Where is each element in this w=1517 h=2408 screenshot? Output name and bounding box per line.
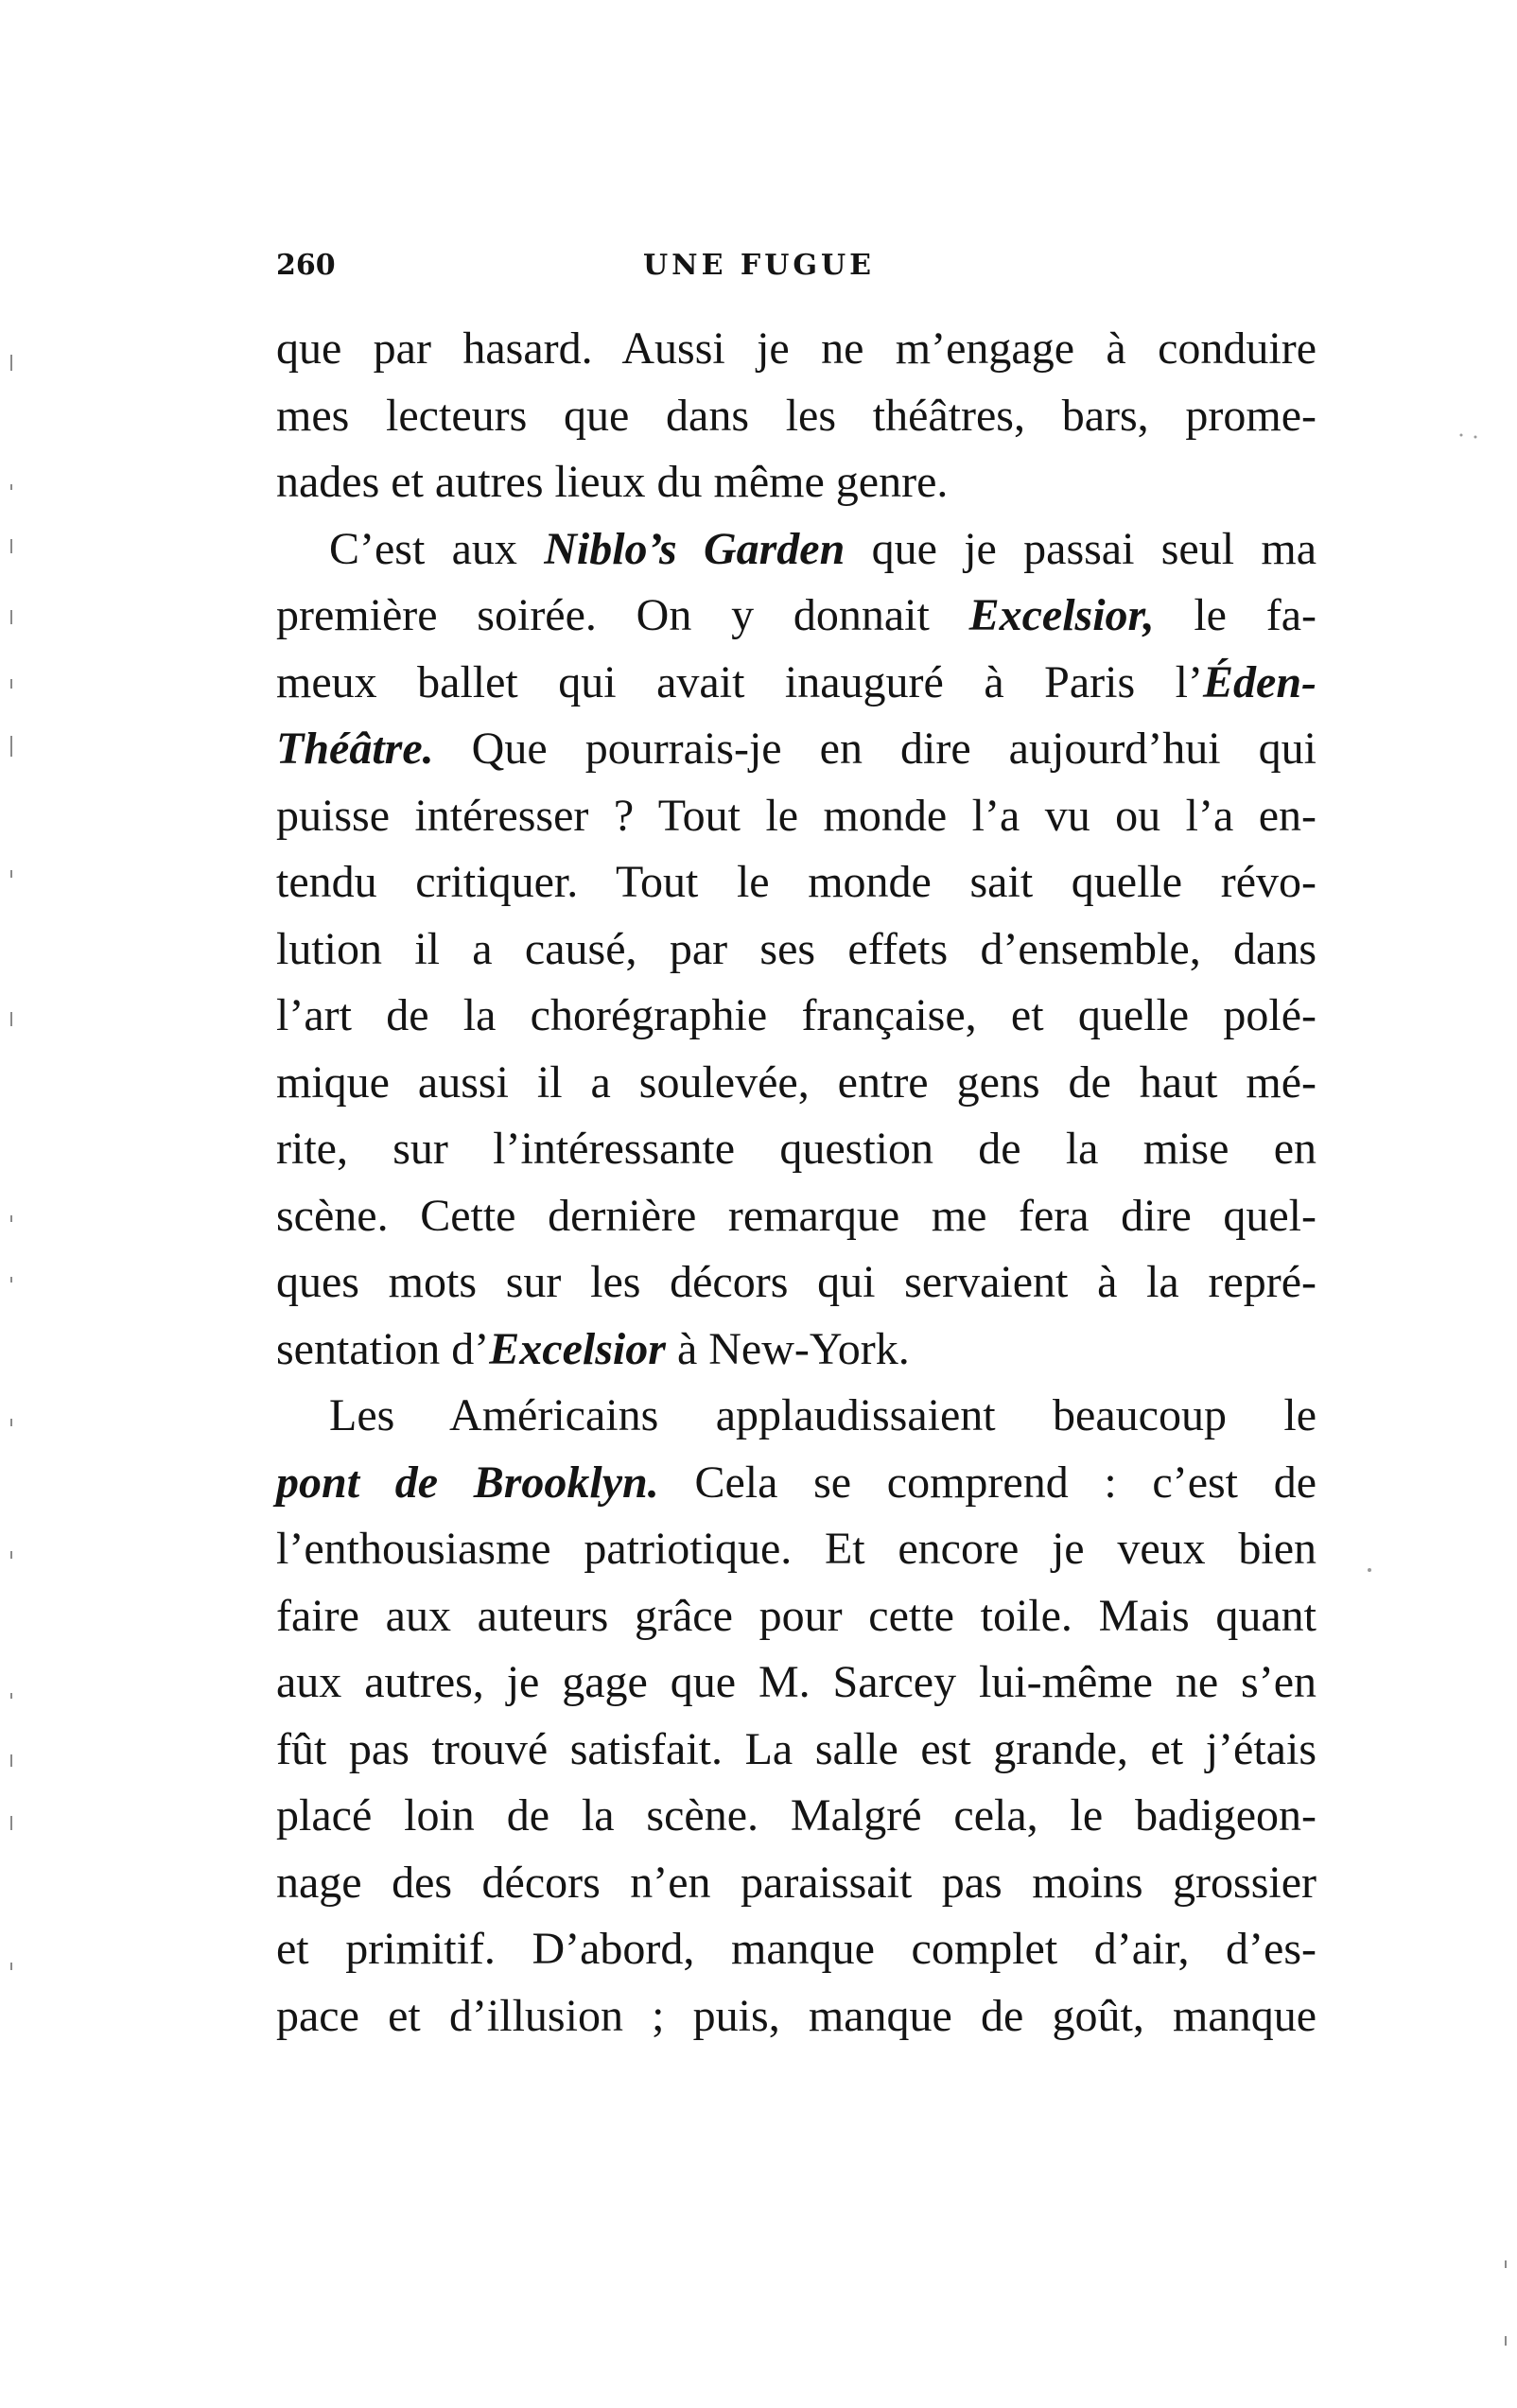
text-run: le fa- [1154,590,1316,640]
text-line: puisse intéresser ? Tout le monde l’a vu ou l’a en- [276,790,1316,841]
text-run: Cela se comprend : c’est de [658,1457,1316,1508]
body-text [276,316,1316,2050]
text-line: tendu critiquer. Tout le monde sait quelle révo- [276,857,1316,907]
text-line: scène. Cette dernière remarque me fera dire quel- [276,1190,1316,1241]
text-line [276,650,1316,717]
text-line: aux autres, je gage que M. Sarcey lui-même ne s’en [276,1657,1316,1707]
page-number: 260 [276,249,336,282]
text-line: placé loin de la scène. Malgré cela, le badigeon- [276,1790,1316,1841]
italic-run: Niblo’s Garden [544,523,846,574]
text-line: Les Américains applaudissaient beaucoup le [329,1390,1316,1440]
italic-run: pont de Brooklyn. [276,1457,659,1508]
text-line [276,1317,1316,1384]
text-line: faire aux auteurs grâce pour cette toile. Mais quant [276,1590,1316,1641]
text-run: que je passai seul ma [845,523,1316,574]
text-run: Que pourrais-je en dire aujourd’hui qui [433,724,1316,774]
text-line [276,716,1316,783]
text-line: pace et d’illusion ; puis, manque de goût, manque [276,1990,1316,2041]
text-run: meux ballet qui avait inauguré à Paris l’ [276,656,1203,707]
page-header [276,242,1316,289]
text-line: l’art de la chorégraphie française, et quelle polé- [276,990,1316,1040]
text-run: C’est aux [329,523,545,574]
text-line: fût pas trouvé satisfait. La salle est grande, et j’étais [276,1723,1316,1774]
text-line [276,516,1316,584]
text-line: ques mots sur les décors qui servaient à la repré- [276,1257,1316,1307]
text-run: à New-York. [665,1323,910,1374]
text-line: et primitif. D’abord, manque complet d’air, d’es- [276,1924,1316,1974]
text-line: nades et autres lieux du même genre. [276,457,949,507]
text-run: sentation d’ [276,1323,490,1374]
italic-run: Théâtre. [276,724,434,774]
text-line [276,583,1316,650]
text-line: mique aussi il a soulevée, entre gens de haut mé- [276,1056,1316,1108]
text-run: première soirée. On y donnait [276,590,969,640]
text-line: mes lecteurs que dans les théâtres, bars, prome- [276,390,1316,441]
italic-run: Excelsior [489,1323,666,1374]
italic-run: Éden- [1203,656,1316,707]
text-line: lution il a causé, par ses effets d’ensemble, dans [276,923,1316,974]
text-line: rite, sur l’intéressante question de la mise en [276,1124,1316,1174]
running-title: UNE FUGUE [643,249,876,282]
text-line: que par hasard. Aussi je ne m’engage à conduire [276,323,1316,374]
italic-run: Excelsior, [968,590,1155,640]
text-line: nage des décors n’en paraissait pas moins grossier [276,1857,1316,1908]
text-line: l’enthousiasme patriotique. Et encore je veux bien [276,1524,1316,1574]
text-line [276,1450,1316,1517]
